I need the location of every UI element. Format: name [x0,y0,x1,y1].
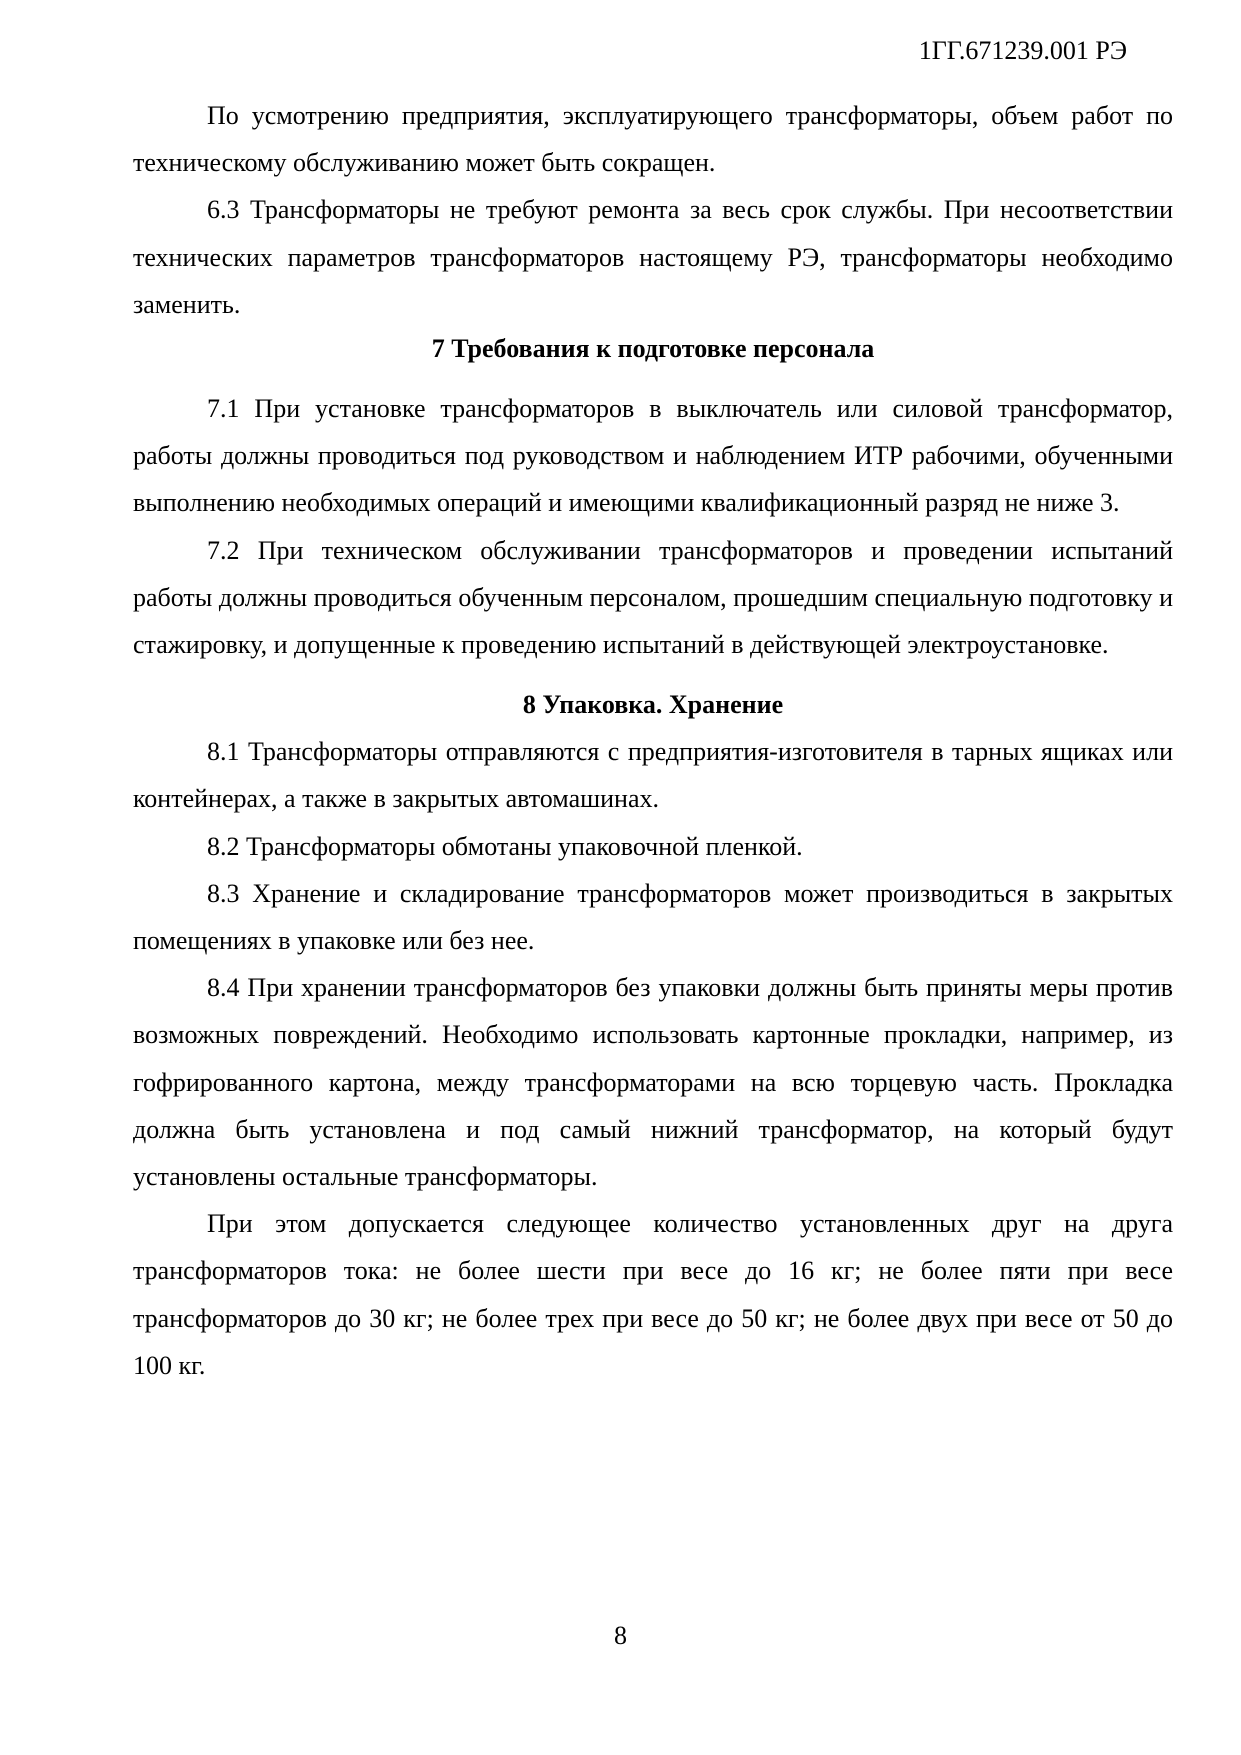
paragraph-8-4: 8.4 При хранении трансформаторов без упаковки должны быть приняты меры против возможных повреждений. Необходимо использовать картонные прокладки, например, из гофрированного картона, между трансформаторами на всю торцевую часть. Прокладка должна быть установлена и под самый нижний трансформатор, на который будут установлены остальные трансформаторы. [133,973,1173,1192]
document-body [133,92,1173,1389]
paragraph-8-2: 8.2 Трансформаторы обмотаны упаковочной пленкой. [207,831,803,861]
paragraph-maintenance-scope: По усмотрению предприятия, эксплуатирующего трансформаторы, объем работ по техническому обслуживанию может быть сокращен. [133,101,1173,178]
page-number: 8 [614,1621,627,1650]
paragraph-7-1: 7.1 При установке трансформаторов в выключатель или силовой трансформатор, работы должны проводиться под руководством и наблюдением ИТР рабочими, обученными выполнению необходимых операций и имеющими квалификационный разряд не ниже 3. [133,394,1173,518]
paragraph-8-1: 8.1 Трансформаторы отправляются с предприятия-изготовителя в тарных ящиках или контейнерах, а также в закрытых автомашинах. [133,737,1173,814]
paragraph-8-3: 8.3 Хранение и складирование трансформаторов может производиться в закрытых помещениях в упаковке или без нее. [133,878,1173,956]
section-heading-7: 7 Требования к подготовке персонала [431,334,875,364]
paragraph-6-3: 6.3 Трансформаторы не требуют ремонта за весь срок службы. При несоответствии технических параметров трансформаторов настоящему РЭ, трансформаторы необходимо заменить. [133,195,1173,319]
paragraph-7-2: 7.2 При техническом обслуживании трансформаторов и проведении испытаний работы должны проводиться обученным персоналом, прошедшим специальную подготовку и стажировку, и допущенные к проведению испытаний в действующей электроустановке. [133,535,1173,660]
section-heading-8: 8 Упаковка. Хранение [522,690,784,720]
document-code: 1ГГ.671239.001 РЭ [918,36,1127,65]
paragraph-stacking-limits: При этом допускается следующее количество установленных друг на друга трансформаторов тока: не более шести при весе до 16 кг; не более пяти при весе трансформаторов до 30 кг; не более трех при весе до 50 кг; не более двух при весе от 50 до 100 кг. [133,1209,1173,1380]
